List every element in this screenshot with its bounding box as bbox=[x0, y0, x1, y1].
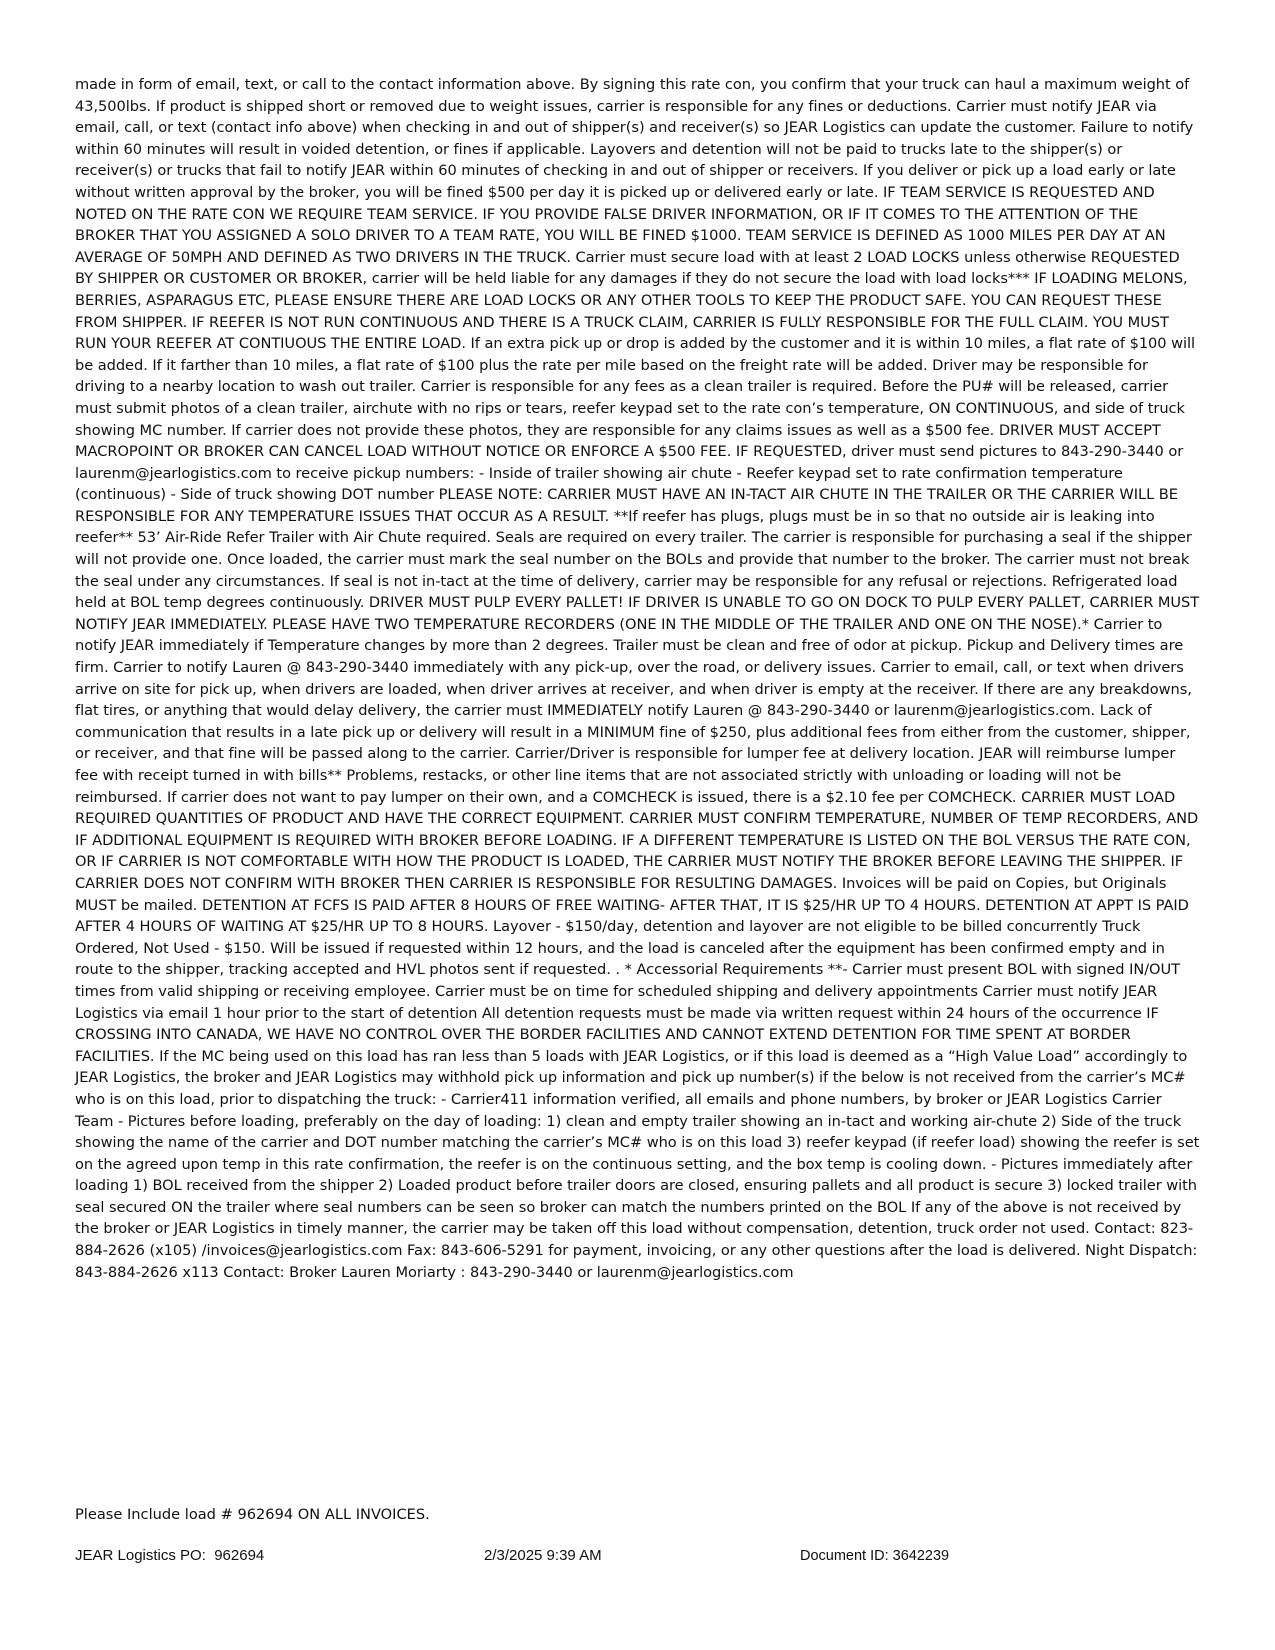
invoice-instruction: Please Include load # 962694 ON ALL INVOICES. bbox=[75, 1506, 430, 1523]
page-footer bbox=[0, 1546, 1275, 1568]
terms-and-conditions-text: made in form of email, text, or call to the contact information above. By signing this rate con, you confirm that your truck can haul a maximum weight of 43,500lbs. If product is shipped short or removed due to weight issues, carrier is responsible for any fines or deductions. Carrier must notify JEAR via email, call, or text (contact info above) when checking in and out of shipper(s) and receiver(s) so JEAR Logistics can update the customer. Failure to notify within 60 minutes will result in voided detention, or fines if applicable. Layovers and detention will not be paid to trucks late to the shipper(s) or receiver(s) or trucks that fail to notify JEAR within 60 minutes of checking in and out of shipper or receivers. If you deliver or pick up a load early or late without written approval by the broker, you will be fined $500 per day it is picked up or delivered early or late. IF TEAM SERVICE IS REQUESTED AND NOTED ON THE RATE CON WE REQUIRE TEAM SERVICE. IF YOU PROVIDE FALSE DRIVER INFORMATION, OR IF IT COMES TO THE ATTENTION OF THE BROKER THAT YOU ASSIGNED A SOLO DRIVER TO A TEAM RATE, YOU WILL BE FINED $1000. TEAM SERVICE IS DEFINED AS 1000 MILES PER DAY AT AN AVERAGE OF 50MPH AND DEFINED AS TWO DRIVERS IN THE TRUCK. Carrier must secure load with at least 2 LOAD LOCKS unless otherwise REQUESTED BY SHIPPER OR CUSTOMER OR BROKER, carrier will be held liable for any damages if they do not secure the load with load locks*** IF LOADING MELONS, BERRIES, ASPARAGUS ETC, PLEASE ENSURE THERE ARE LOAD LOCKS OR ANY OTHER TOOLS TO KEEP THE PRODUCT SAFE. YOU CAN REQUEST THESE FROM SHIPPER. IF REEFER IS NOT RUN CONTINUOUS AND THERE IS A TRUCK CLAIM, CARRIER IS FULLY RESPONSIBLE FOR THE FULL CLAIM. YOU MUST RUN YOUR REEFER AT CONTIUOUS THE ENTIRE LOAD. If an extra pick up or drop is added by the customer and it is within 10 miles, a flat rate of $100 will be added. If it farther than 10 miles, a flat rate of $100 plus the rate per mile based on the freight rate will be added. Driver may be responsible for driving to a nearby location to wash out trailer. Carrier is responsible for any fees as a clean trailer is required. Before the PU# will be released, carrier must submit photos of a clean trailer, airchute with no rips or tears, reefer keypad set to the rate con’s temperature, ON CONTINUOUS, and side of truck showing MC number. If carrier does not provide these photos, they are responsible for any claims issues as well as a $500 fee. DRIVER MUST ACCEPT MACROPOINT OR BROKER CAN CANCEL LOAD WITHOUT NOTICE OR ENFORCE A $500 FEE. IF REQUESTED, driver must send pictures to 843-290-3440 or laurenm@jearlogistics.com to receive pickup numbers: - Inside of trailer showing air chute - Reefer keypad set to rate confirmation temperature (continuous) - Side of truck showing DOT number PLEASE NOTE: CARRIER MUST HAVE AN IN-TACT AIR CHUTE IN THE TRAILER OR THE CARRIER WILL BE RESPONSIBLE FOR ANY TEMPERATURE ISSUES THAT OCCUR AS A RESULT. **If reefer has plugs, plugs must be in so that no outside air is leaking into reefer** 53’ Air-Ride Refer Trailer with Air Chute required. Seals are required on every trailer. The carrier is responsible for purchasing a seal if the shipper will not provide one. Once loaded, the carrier must mark the seal number on the BOLs and provide that number to the broker. The carrier must not break the seal under any circumstances. If seal is not in-tact at the time of delivery, carrier may be responsible for any refusal or rejections. Refrigerated load held at BOL temp degrees continuously. DRIVER MUST PULP EVERY PALLET! IF DRIVER IS UNABLE TO GO ON DOCK TO PULP EVERY PALLET, CARRIER MUST NOTIFY JEAR IMMEDIATELY. PLEASE HAVE TWO TEMPERATURE RECORDERS (ONE IN THE MIDDLE OF THE TRAILER AND ONE ON THE NOSE).* Carrier to notify JEAR immediately if Temperature changes by more than 2 degrees. Trailer must be clean and free of odor at pickup. Pickup and Delivery times are firm. Carrier to notify Lauren @ 843-290-3440 immediately with any pick-up, over the road, or delivery issues. Carrier to email, call, or text when drivers arrive on site for pick up, when drivers are loaded, when driver arrives at receiver, and when driver is empty at the receiver. If there are any breakdowns, flat tires, or anything that would delay delivery, the carrier must IMMEDIATELY notify Lauren @ 843-290-3440 or laurenm@jearlogistics.com. Lack of communication that results in a late pick up or delivery will result in a MINIMUM fine of $250, plus additional fees from either from the customer, shipper, or receiver, and that fine will be passed along to the carrier. Carrier/Driver is responsible for lumper fee at delivery location. JEAR will reimburse lumper fee with receipt turned in with bills** Problems, restacks, or other line items that are not associated strictly with unloading or loading will not be reimbursed. If carrier does not want to pay lumper on their own, and a COMCHECK is issued, there is a $2.10 fee per COMCHECK. CARRIER MUST LOAD REQUIRED QUANTITIES OF PRODUCT AND HAVE THE CORRECT EQUIPMENT. CARRIER MUST CONFIRM TEMPERATURE, NUMBER OF TEMP RECORDERS, AND IF ADDITIONAL EQUIPMENT IS REQUIRED WITH BROKER BEFORE LOADING. IF A DIFFERENT TEMPERATURE IS LISTED ON THE BOL VERSUS THE RATE CON, OR IF CARRIER IS NOT COMFORTABLE WITH HOW THE PRODUCT IS LOADED, THE CARRIER MUST NOTIFY THE BROKER BEFORE LEAVING THE SHIPPER. IF CARRIER DOES NOT CONFIRM WITH BROKER THEN CARRIER IS RESPONSIBLE FOR RESULTING DAMAGES. Invoices will be paid on Copies, but Originals MUST be mailed. DETENTION AT FCFS IS PAID AFTER 8 HOURS OF FREE WAITING- AFTER THAT, IT IS $25/HR UP TO 4 HOURS. DETENTION AT APPT IS PAID AFTER 4 HOURS OF WAITING AT $25/HR UP TO 8 HOURS. Layover - $150/day, detention and layover are not eligible to be billed concurrently Truck Ordered, Not Used - $150. Will be issued if requested within 12 hours, and the load is canceled after the equipment has been confirmed empty and in route to the shipper, tracking accepted and HVL photos sent if requested. . * Accessorial Requirements **- Carrier must present BOL with signed IN/OUT times from valid shipping or receiving employee. Carrier must be on time for scheduled shipping and delivery appointments Carrier must notify JEAR Logistics via email 1 hour prior to the start of detention All detention requests must be made via written request within 24 hours of the occurrence IF CROSSING INTO CANADA, WE HAVE NO CONTROL OVER THE BORDER FACILITIES AND CANNOT EXTEND DETENTION FOR TIME SPENT AT BORDER FACILITIES. If the MC being used on this load has ran less than 5 loads with JEAR Logistics, or if this load is deemed as a “High Value Load” accordingly to JEAR Logistics, the broker and JEAR Logistics may withhold pick up information and pick up number(s) if the below is not received from the carrier’s MC# who is on this load, prior to dispatching the truck: - Carrier411 information verified, all emails and phone numbers, by broker or JEAR Logistics Carrier Team - Pictures before loading, preferably on the day of loading: 1) clean and empty trailer showing an in-tact and working air-chute 2) Side of the truck showing the name of the carrier and DOT number matching the carrier’s MC# who is on this load 3) reefer keypad (if reefer load) showing the reefer is set on the agreed upon temp in this rate confirmation, the reefer is on the continuous setting, and the box temp is cooling down. - Pictures immediately after loading 1) BOL received from the shipper 2) Loaded product before trailer doors are closed, ensuring pallets and all product is secure 3) locked trailer with seal secured ON the trailer where seal numbers can be seen so broker can match the numbers printed on the BOL If any of the above is not received by the broker or JEAR Logistics in timely manner, the carrier may be taken off this load without compensation, detention, truck order not used. Contact: 823-884-2626 (x105) /invoices@jearlogistics.com Fax: 843-606-5291 for payment, invoicing, or any other questions after the load is delivered. Night Dispatch: 843-884-2626 x113 Contact: Broker Lauren Moriarty : 843-290-3440 or laurenm@jearlogistics.com bbox=[75, 76, 1200, 1281]
footer-datetime: 2/3/2025 9:39 AM bbox=[484, 1547, 602, 1564]
footer-po-number: JEAR Logistics PO: 962694 bbox=[75, 1547, 265, 1564]
footer-document-id: Document ID: 3642239 bbox=[800, 1548, 950, 1564]
